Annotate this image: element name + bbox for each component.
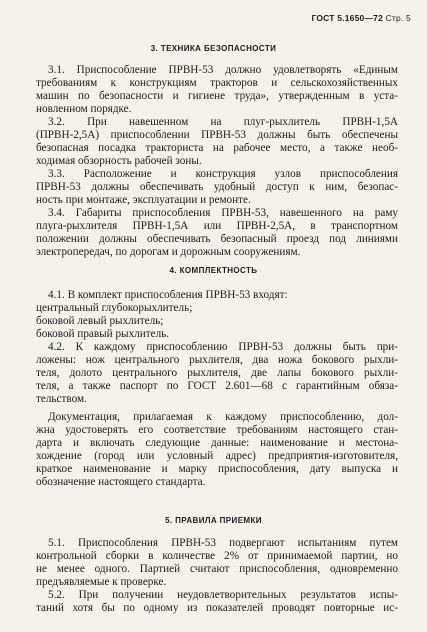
text-line: хождение (город или условный адрес) предприятия-изготовителя, — [36, 450, 398, 462]
text-line: электропередач, по дорогам и дорожным сооружениям. — [36, 246, 301, 258]
text-line: 3.3. Расположение и конструкция узлов приспособления — [48, 168, 398, 180]
text-line: 4.2. К каждому приспособлению ПРВН-53 должны быть при- — [48, 341, 398, 353]
section-5-title: 5. ПРАВИЛА ПРИЕМКИ — [165, 516, 262, 525]
text-line: жна удостоверять его соответствие требованиям настоящего стан- — [36, 424, 398, 436]
text-line: ходимая обзорность рабочей зоны. — [36, 155, 202, 167]
text-line: таний хотя бы по одному из показателей проводят повторные ис- — [36, 602, 398, 614]
text-line: Документация, прилагаемая к каждому приспособлению, дол- — [48, 411, 398, 423]
text-line: машин по безопасности и гигиене труда», утвержденным в уста- — [36, 90, 398, 102]
text-line: центральный глубокорыхлитель; — [36, 302, 193, 314]
text-line: 4.1. В комплект приспособления ПРВН-53 входят: — [48, 289, 288, 301]
text-line: положении должны обеспечивать безопасный проезд под линиями — [36, 233, 398, 245]
text-line: краткое наименование и марку приспособления, дату выпуска и — [36, 463, 398, 475]
text-line: дарта и включать следующие данные: наименование и местона- — [36, 437, 398, 449]
gost-number: ГОСТ 5.1650—72 — [311, 13, 384, 23]
text-line: ность при монтаже, эксплуатации и ремонте. — [36, 194, 251, 206]
text-line: новленном порядке. — [36, 103, 132, 115]
text-line: боковой правый рыхлитель. — [36, 328, 170, 340]
text-line: боковой левый рыхлитель; — [36, 315, 164, 327]
text-line: (ПРВН-2,5А) приспособлении ПРВН-53 должны быть обеспечены — [36, 129, 398, 141]
text-line: ПРВН-53 должны обеспечивать удобный доступ к ним, безопас- — [36, 181, 398, 193]
text-line: 3.2. При навешенном на плуг-рыхлитель ПРВН-1,5А — [48, 116, 398, 128]
page-number: Стр. 5 — [385, 13, 411, 23]
text-line: теля, долото центрального рыхлителя, две лапы бокового рыхли- — [36, 367, 398, 379]
section-3-title: 3. ТЕХНИКА БЕЗОПАСНОСТИ — [150, 44, 277, 53]
text-line: 5.1. Приспособления ПРВН-53 подвергают испытаниям путем — [48, 537, 398, 549]
page-header — [311, 13, 411, 23]
text-line: предъявляемые к проверке. — [36, 576, 167, 588]
text-line: обозначение настоящего стандарта. — [36, 476, 206, 488]
text-line: ложены: нож центрального рыхлителя, два ножа бокового рыхли- — [36, 354, 398, 366]
text-line: не менее одного. Партией считают приспособления, одновременно — [36, 563, 398, 575]
text-line: контрольной сборки в количестве 2% от принимаемой партии, но — [36, 550, 398, 562]
text-line: 5.2. При получении неудовлетворительных результатов испы- — [48, 589, 398, 601]
text-line: теля, а также паспорт по ГОСТ 2.601—68 с гарантийным обяза- — [36, 380, 398, 392]
text-line: безопасная посадка тракториста на рабочее место, а также необ- — [36, 142, 398, 154]
text-line: плуга-рыхлителя ПРВН-1,5А или ПРВН-2,5А, в транспортном — [36, 220, 398, 232]
text-line: 3.4. Габариты приспособления ПРВН-53, навешенного на раму — [48, 207, 398, 219]
text-line: требованиям к конструкциям тракторов и сельскохозяйственных — [36, 77, 398, 89]
section-4-title: 4. КОМПЛЕКТНОСТЬ — [169, 266, 258, 275]
text-line: тельством. — [36, 393, 87, 405]
text-line: 3.1. Приспособление ПРВН-53 должно удовлетворять «Единым — [48, 64, 398, 76]
